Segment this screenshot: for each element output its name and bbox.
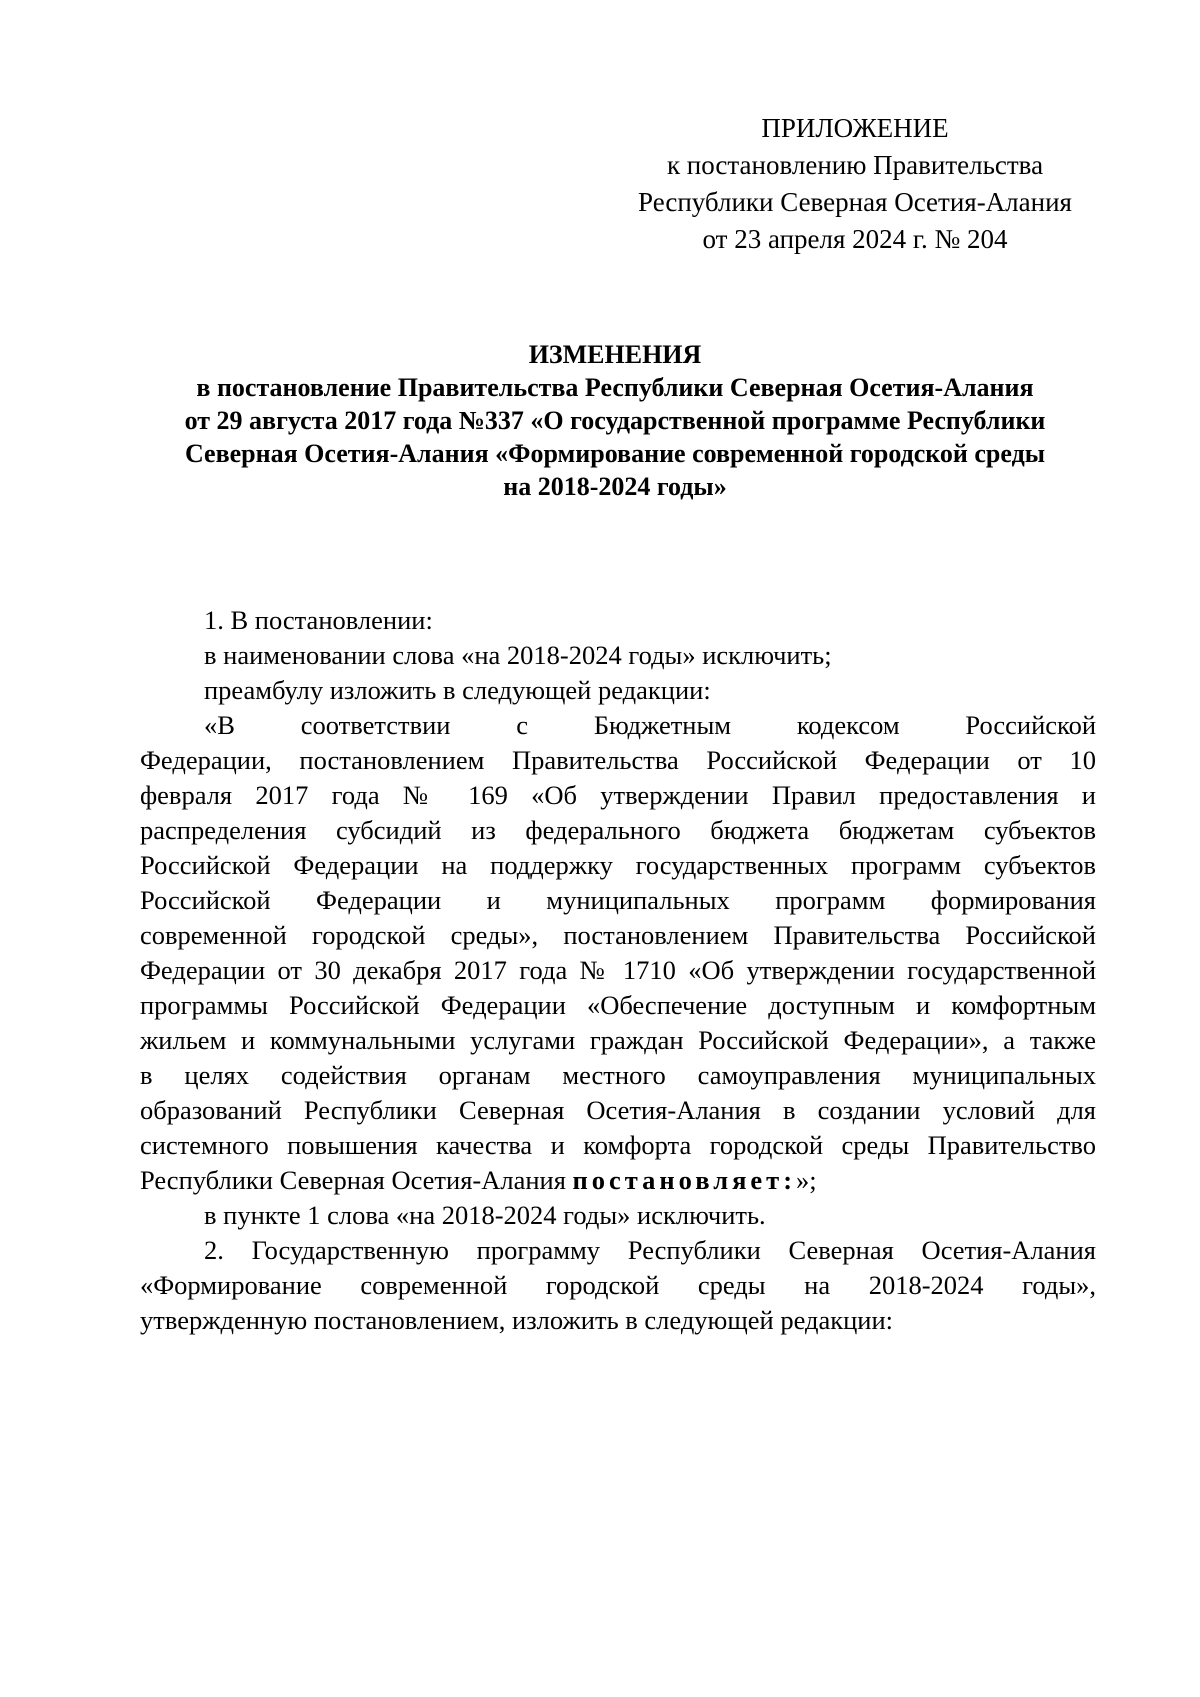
document-body bbox=[140, 603, 1096, 1338]
appendix-line: Республики Северная Осетия-Алания bbox=[638, 187, 1072, 217]
quote-line: программы Российской Федерации «Обеспечение доступным и комфортным bbox=[140, 990, 1096, 1020]
heading-line: от 29 августа 2017 года №337 «О государственной программе Республики bbox=[184, 406, 1046, 435]
paragraph-1-item: преамбулу изложить в следующей редакции: bbox=[204, 675, 711, 705]
quote-last-prefix: Республики Северная Осетия-Алания bbox=[140, 1165, 573, 1195]
quote-line: «В соответствии с Бюджетным кодексом Российской bbox=[204, 710, 1096, 740]
quote-line: системного повышения качества и комфорта городской среды Правительство bbox=[140, 1130, 1096, 1160]
paragraph-2-line: «Формирование современной городской среды на 2018-2024 годы», bbox=[140, 1270, 1096, 1300]
heading-line: на 2018-2024 годы» bbox=[503, 472, 727, 501]
quote-line: распределения субсидий из федерального бюджета бюджетам субъектов bbox=[140, 815, 1096, 845]
heading-line: в постановление Правительства Республики Северная Осетия-Алания bbox=[196, 373, 1034, 402]
paragraph-1-item: в пункте 1 слова «на 2018-2024 годы» исключить. bbox=[204, 1200, 766, 1230]
paragraph-1-item: в наименовании слова «на 2018-2024 годы» исключить; bbox=[204, 640, 832, 670]
quote-line: Российской Федерации и муниципальных программ формирования bbox=[140, 885, 1096, 915]
quote-last-line bbox=[140, 1163, 1096, 1198]
heading-title: ИЗМЕНЕНИЯ bbox=[528, 340, 702, 369]
appendix-date-number: от 23 апреля 2024 г. № 204 bbox=[702, 224, 1008, 254]
appendix-block bbox=[620, 110, 1090, 258]
quote-line: Федерации, постановлением Правительства Российской Федерации от 10 bbox=[140, 745, 1096, 775]
quote-line: образований Республики Северная Осетия-Алания в создании условий для bbox=[140, 1095, 1096, 1125]
appendix-line: к постановлению Правительства bbox=[666, 150, 1044, 180]
quote-line: Российской Федерации на поддержку государственных программ субъектов bbox=[140, 850, 1096, 880]
appendix-title: ПРИЛОЖЕНИЕ bbox=[761, 113, 949, 143]
paragraph-2-line: утвержденную постановлением, изложить в следующей редакции: bbox=[140, 1305, 894, 1335]
paragraph-1-intro: 1. В постановлении: bbox=[204, 605, 433, 635]
paragraph-2-line: 2. Государственную программу Республики Северная Осетия-Алания bbox=[204, 1235, 1096, 1265]
quote-line: в целях содействия органам местного самоуправления муниципальных bbox=[140, 1060, 1096, 1090]
quote-line: февраля 2017 года № 169 «Об утверждении Правил предоставления и bbox=[140, 780, 1096, 810]
quote-last-suffix: »; bbox=[796, 1165, 817, 1195]
quote-line: современной городской среды», постановлением Правительства Российской bbox=[140, 920, 1096, 950]
quote-line: Федерации от 30 декабря 2017 года № 1710 «Об утверждении государственной bbox=[140, 955, 1096, 985]
quote-line: жильем и коммунальными услугами граждан Российской Федерации», а также bbox=[140, 1025, 1096, 1055]
document-heading bbox=[130, 338, 1100, 503]
resolves-word: постановляет: bbox=[572, 1165, 797, 1195]
heading-line: Северная Осетия-Алания «Формирование современной городской среды bbox=[184, 439, 1046, 468]
